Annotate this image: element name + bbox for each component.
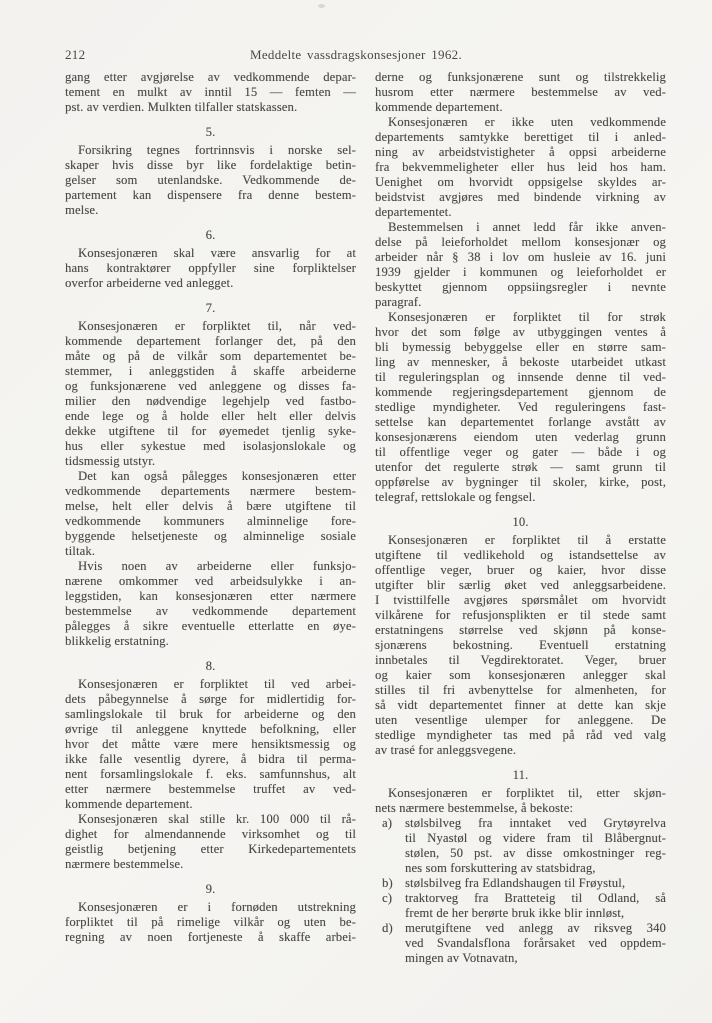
text-line: geistlig betjening etter Kirkedepartementets bbox=[65, 842, 356, 856]
text-line: tement en mulkt av inntil 15 — femten — bbox=[65, 85, 356, 99]
text-line: kommende regjeringsdepartement gjennom de bbox=[375, 385, 666, 399]
text-line: milier den nødvendige legehjelp ved fastbo- bbox=[65, 394, 356, 408]
text-line: til reguleringsplan og innsende denne til ved- bbox=[375, 370, 666, 384]
text-line: kommende departement forlanger det, på den bbox=[65, 334, 356, 348]
text-line: merutgiftene ved anlegg av riksveg 340 bbox=[405, 921, 666, 935]
section-heading: 8. bbox=[205, 659, 216, 673]
text-line: øvrige til anleggene knyttede befolkning, eller bbox=[65, 722, 356, 736]
text-line: departements samtykke berettiget til i anled- bbox=[375, 130, 666, 144]
text-line: tiltak. bbox=[65, 544, 96, 558]
list-item bbox=[375, 921, 666, 966]
text-line: derne og funksjonærene sunt og tilstrekkelig bbox=[375, 70, 666, 84]
text-line: pst. av verdien. Mulkten tilfaller statskassen. bbox=[65, 100, 298, 114]
text-line: 1939 gjelder i kommunen og leieforholdet er bbox=[375, 265, 666, 279]
text-line: utgiftene til vedlikehold og istandsettelse av bbox=[375, 548, 666, 562]
text-line: kommende departement. bbox=[65, 797, 193, 811]
text-line: Uenighet om hvorvidt oppsigelse skyldes ar- bbox=[375, 175, 666, 189]
text-line: paragraf. bbox=[375, 295, 422, 309]
text-line: sjonærens bekostning. Eventuell erstatning bbox=[375, 638, 666, 652]
list-marker: c) bbox=[382, 891, 393, 905]
text-line: regning av noen fortjeneste å skaffe arbei- bbox=[65, 930, 356, 944]
text-line: forpliktet til på rimelige vilkår og uten be- bbox=[65, 915, 356, 929]
list-marker: b) bbox=[382, 876, 393, 890]
list-item bbox=[375, 816, 666, 876]
text-line: husrom etter nærmere bestemmelse av ved- bbox=[375, 85, 666, 99]
text-line: hvor det måtte være mere hensiktsmessig og bbox=[65, 737, 356, 751]
text-line: oppførelse av bygninger til skoler, kirke, post, bbox=[375, 475, 666, 489]
text-line: Bestemmelsen i annet ledd får ikke anven- bbox=[388, 220, 666, 234]
text-line: Konsesjonæren skal være ansvarlig for at bbox=[78, 246, 356, 260]
text-line: stølsbilveg fra Edlandshaugen til Frøystul, bbox=[405, 876, 626, 890]
text-line: Konsesjonæren er forpliktet til ved arbei- bbox=[78, 677, 356, 691]
paragraph bbox=[65, 143, 356, 218]
text-line: I tvisttilfelle avgjøres spørsmålet om hvorvidt bbox=[375, 593, 666, 607]
text-line: uten vesentlige ulemper for anleggene. De bbox=[375, 713, 666, 727]
right-column bbox=[375, 70, 666, 966]
list-marker: a) bbox=[382, 816, 393, 830]
paragraph bbox=[375, 220, 666, 310]
text-line: melse. bbox=[65, 203, 99, 217]
paragraph bbox=[65, 559, 356, 649]
text-line: fremt de her berørte bruk ikke blir innløst, bbox=[405, 906, 625, 920]
paragraph bbox=[65, 319, 356, 469]
text-line: Konsesjonæren er ikke uten vedkommende bbox=[388, 115, 666, 129]
text-line: nærene omkommer ved arbeidsulykke i an- bbox=[65, 574, 356, 588]
paragraph bbox=[375, 70, 666, 115]
text-line: så vidt departementet finner at dette kan skje bbox=[375, 698, 666, 712]
text-line: gang etter avgjørelse av vedkommende depar- bbox=[65, 70, 356, 84]
paragraph bbox=[65, 677, 356, 812]
section-heading: 6. bbox=[205, 228, 216, 242]
section-heading: 5. bbox=[205, 125, 216, 139]
text-line: og kaier som konsesjonæren anlegger skal bbox=[375, 668, 666, 682]
text-line: offentlige veger, bruer og kaier, hvor disse bbox=[375, 563, 666, 577]
paragraph bbox=[65, 246, 356, 291]
text-line: stilles til fri avbenyttelse for almenheten, for bbox=[375, 683, 666, 697]
page-number: 212 bbox=[65, 47, 86, 62]
text-line: dighet for almendannende virksomhet og til bbox=[65, 827, 356, 841]
paragraph bbox=[65, 900, 356, 945]
text-line: Konsesjonæren skal stille kr. 100 000 til rå- bbox=[78, 812, 356, 826]
text-line: dekke utgiftene til for øyemedet tjenlig syke- bbox=[65, 424, 356, 438]
text-line: av trasé for anleggsvegene. bbox=[375, 743, 517, 757]
section-heading: 10. bbox=[512, 515, 529, 529]
text-line: vedkommende departements nærmere bestem- bbox=[65, 484, 356, 498]
text-line: melse, helt eller delvis å bære utgiftene til bbox=[65, 499, 356, 513]
text-line: hans kontraktører oppfyller sine forpliktelser bbox=[65, 261, 356, 275]
text-line: departementet. bbox=[375, 205, 452, 219]
text-line: ende lege og å holde eller helt eller delvis bbox=[65, 409, 356, 423]
text-line: til offentlige veger og gater — både i og bbox=[375, 445, 666, 459]
text-line: fra bekvemmeligheter eller hus leid hos ham. bbox=[375, 160, 666, 174]
text-line: dets påbegynnelse å sørge for midlertidig for- bbox=[65, 692, 356, 706]
text-line: ling av mennesker, å bekoste utarbeidet utkast bbox=[375, 355, 666, 369]
text-line: vilkårene for refusjonsplikten er til stede samt bbox=[375, 608, 666, 622]
text-line: bestemmelse av vedkommende departement bbox=[65, 604, 356, 618]
text-line: leggstiden, kan konsesjonæren etter nærmere bbox=[65, 589, 356, 603]
text-line: hvor det som følge av utbyggingen ventes å bbox=[375, 325, 666, 339]
paragraph bbox=[375, 533, 666, 758]
text-line: ikke falle vesentlig dyrere, å bidra til perma- bbox=[65, 752, 356, 766]
text-line: ved Svandalsflona forårsaket ved oppdem- bbox=[405, 936, 666, 950]
text-line: stølsbilveg fra inntaket ved Grytøyrelva bbox=[405, 816, 666, 830]
text-line: telegraf, rettslokale og fengsel. bbox=[375, 490, 536, 504]
section-heading: 9. bbox=[205, 882, 216, 896]
page-header bbox=[0, 47, 712, 63]
text-line: Det kan også pålegges konsesjonæren etter bbox=[78, 469, 356, 483]
text-line: tidsmessig utstyr. bbox=[65, 454, 156, 468]
text-line: beskyttet gjennom oppsiingsregler i nevnte bbox=[375, 280, 666, 294]
paragraph bbox=[375, 786, 666, 816]
text-line: arbeider når § 38 i lov om husleie av 16. juni bbox=[375, 250, 666, 264]
text-line: byggende helsetjeneste og alminnelige sosiale bbox=[65, 529, 356, 543]
text-line: skaper hvis disse byr like fordelaktige betin- bbox=[65, 158, 356, 172]
text-line: Konsesjonæren er forpliktet til for strøk bbox=[388, 310, 666, 324]
paragraph bbox=[375, 115, 666, 220]
text-line: stemmer, i anleggstiden å skaffe arbeiderne bbox=[65, 364, 356, 378]
text-line: Konsesjonæren er i fornøden utstrekning bbox=[78, 900, 356, 914]
text-line: delse på leieforholdet mellom konsesjonær og bbox=[375, 235, 666, 249]
paragraph bbox=[65, 812, 356, 872]
text-line: kommende departement. bbox=[375, 100, 503, 114]
left-column bbox=[65, 70, 356, 966]
text-line: pålegges å sikre eventuelle etterlatte en øye- bbox=[65, 619, 356, 633]
section-heading: 11. bbox=[512, 768, 529, 782]
text-line: samlingslokale til bruk for arbeiderne og den bbox=[65, 707, 356, 721]
text-line: utgifter blir særlig øket ved anleggsarbeidene. bbox=[375, 578, 666, 592]
text-line: innbetales til Vegdirektoratet. Veger, bruer bbox=[375, 653, 666, 667]
text-line: traktorveg fra Bratteteig til Odland, så bbox=[405, 891, 666, 905]
text-line: Hvis noen av arbeiderne eller funksjo- bbox=[78, 559, 356, 573]
section-heading: 7. bbox=[205, 301, 216, 315]
text-line: og funksjonærene ved anleggene og disses fa- bbox=[65, 379, 356, 393]
text-line: konsesjonærens eiendom uten vederlag grunn bbox=[375, 430, 666, 444]
text-line: nent forsamlingslokale f. eks. samfunnshus, alt bbox=[65, 767, 356, 781]
text-line: hus eller sykestue med isolasjonslokale og bbox=[65, 439, 356, 453]
text-line: settelse kan departementet forlange avstått av bbox=[375, 415, 666, 429]
text-line: stølen, 50 pst. av disse omkostninger reg- bbox=[405, 846, 666, 860]
text-line: nes som forskuttering av statsbidrag, bbox=[405, 861, 596, 875]
text-line: Konsesjonæren er forpliktet til å erstatte bbox=[388, 533, 666, 547]
text-line: nets nærmere bestemmelse, å bekoste: bbox=[375, 801, 574, 815]
page-body bbox=[65, 70, 666, 966]
text-line: stedlige myndigheter. Ved reguleringens fast- bbox=[375, 400, 666, 414]
text-line: blikkelig erstatning. bbox=[65, 634, 169, 648]
text-line: gelser som utenlandske. Vedkommende de- bbox=[65, 173, 356, 187]
text-line: mingen av Votnavatn, bbox=[405, 951, 518, 965]
text-line: måte og på de vilkår som departementet be- bbox=[65, 349, 356, 363]
text-line: erstatningens størrelse ved skjønn på konse- bbox=[375, 623, 666, 637]
paragraph bbox=[375, 310, 666, 505]
scan-artifact bbox=[318, 4, 325, 8]
text-line: etter nærmere bestemmelse truffet av ved- bbox=[65, 782, 356, 796]
text-line: overfor arbeiderne ved anlegget. bbox=[65, 276, 234, 290]
text-line: Konsesjonæren er forpliktet til, når ved- bbox=[78, 319, 356, 333]
list-item bbox=[375, 891, 666, 921]
text-line: bli bymessig bebyggelse eller en større sam- bbox=[375, 340, 666, 354]
running-title: Meddelte vassdragskonsesjoner 1962. bbox=[250, 47, 462, 62]
text-line: beidstvist avgjøres med bindende virkning av bbox=[375, 190, 666, 204]
text-line: vedkommende kommuners alminnelige fore- bbox=[65, 514, 356, 528]
text-line: nærmere bestemmelse. bbox=[65, 857, 184, 871]
text-line: Forsikring tegnes fortrinnsvis i norske sel- bbox=[78, 143, 356, 157]
list-item bbox=[375, 876, 666, 891]
text-line: stedlige myndigheter tas med på råd ved valg bbox=[375, 728, 666, 742]
paragraph bbox=[65, 70, 356, 115]
text-line: til Nyastøl og videre fram til Blåbergnut- bbox=[405, 831, 666, 845]
paragraph bbox=[65, 469, 356, 559]
text-line: ning av arbeidstvistigheter å oppsi arbeiderne bbox=[375, 145, 666, 159]
list-marker: d) bbox=[382, 921, 393, 935]
text-line: Konsesjonæren er forpliktet til, etter skjøn- bbox=[388, 786, 666, 800]
text-line: partement kan dispensere fra denne bestem- bbox=[65, 188, 356, 202]
text-line: utenfor det regulerte strøk — samt grunn til bbox=[375, 460, 666, 474]
